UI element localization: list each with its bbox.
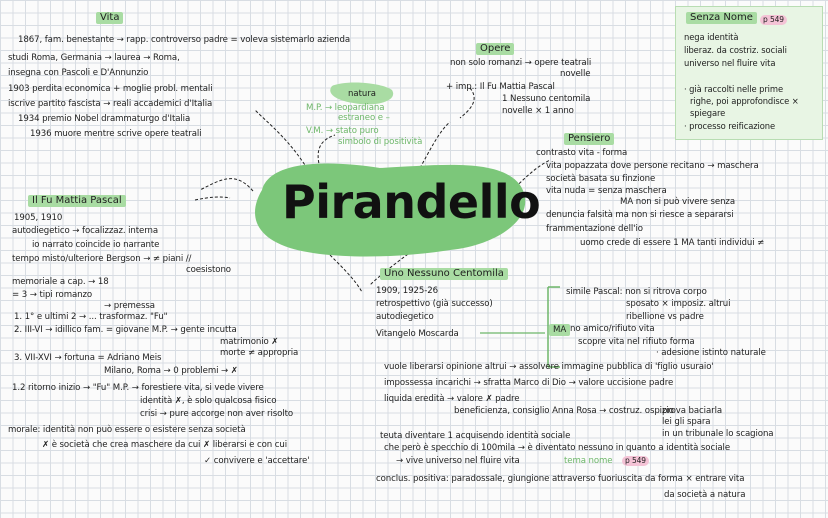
fu-mattia-line: identità ✗, è solo qualcosa fisico [140, 396, 277, 406]
uno-nessuno-line: → vive universo nel fluire vita [396, 456, 520, 466]
fu-mattia-line: ✗ è società che crea maschere da cui ✗ liberarsi e con cui [42, 440, 287, 450]
center-title: Pirandello [282, 175, 541, 229]
page-ref-badge: p 549 [622, 456, 649, 466]
opere-line: novelle [560, 69, 591, 79]
uno-nessuno-line: scopre vita nel rifiuto forma [578, 337, 695, 347]
fu-mattia-line: io narrato coincide io narrante [32, 240, 160, 250]
uno-nessuno-line: sposato × imposiz. altrui [626, 299, 731, 309]
uno-nessuno-line: ribellione vs padre [626, 312, 704, 322]
uno-nessuno-line: autodiegetico [376, 312, 434, 322]
fu-mattia-line: tempo misto/ulteriore Bergson → ≠ piani // [12, 254, 192, 264]
pensiero-line: vita nuda = senza maschera [546, 186, 667, 196]
uno-nessuno-line: in un tribunale lo scagiona [662, 429, 774, 439]
fu-mattia-line: = 3 → tipi romanzo [12, 290, 93, 300]
uno-nessuno-line: Vitangelo Moscarda [376, 329, 459, 339]
opere-line: + imp.: Il Fu Mattia Pascal [446, 82, 555, 92]
vita-line: 1936 muore mentre scrive opere teatrali [30, 129, 202, 139]
fu-mattia-line: 1.2 ritorno inizio → "Fu" M.P. → forestiere vita, si vede vivere [12, 383, 264, 393]
pensiero-line: denuncia falsità ma non si riesce a separarsi [546, 210, 734, 220]
opere-line: novelle × 1 anno [502, 106, 574, 116]
senza-nome-line: nega identità [684, 32, 739, 42]
senza-nome-line: universo nel fluire vita [684, 58, 776, 68]
uno-nessuno-line: simile Pascal: non si ritrova corpo [566, 287, 707, 297]
vita-line: insegna con Pascoli e D'Annunzio [8, 68, 149, 78]
vita-line: iscrive partito fascista → reali accademici d'Italia [8, 99, 213, 109]
uno-nessuno-line: retrospettivo (già successo) [376, 299, 493, 309]
senza-nome-badge: p 549 [760, 15, 787, 25]
uno-nessuno-line: · adesione istinto naturale [656, 348, 766, 358]
opere-line: 1 Nessuno centomila [502, 94, 591, 104]
fu-mattia-line: memoriale a cap. → 18 [12, 277, 109, 287]
opere-heading: Opere [476, 43, 514, 55]
natura-line: V.M. → stato puro [306, 126, 379, 136]
uno-nessuno-line: 1909, 1925-26 [376, 286, 438, 296]
fu-mattia-line: matrimonio ✗ [220, 337, 279, 347]
senza-nome-line: · già raccolti nelle prime [684, 84, 783, 94]
fu-mattia-line: morte ≠ appropria [220, 348, 299, 358]
senza-nome-line: spiegare [690, 108, 726, 118]
pensiero-line: MA non si può vivere senza [620, 197, 735, 207]
fu-mattia-line: autodiegetico → focalizzaz. interna [12, 226, 159, 236]
uno-nessuno-heading: Uno Nessuno Centomila [380, 268, 508, 280]
pensiero-line: contrasto vita - forma [536, 148, 628, 158]
fu-mattia-line: 1905, 1910 [14, 213, 63, 223]
uno-nessuno-line: beneficienza, consiglio Anna Rosa → costruz. ospizio [454, 406, 674, 416]
uno-nessuno-line: tema nome [564, 456, 613, 466]
fu-mattia-line: crisi → pure accorge non aver risolto [140, 409, 294, 419]
ma-tag: MA [549, 324, 570, 336]
vita-line: 1867, fam. benestante → rapp. controverso padre = voleva sistemarlo azienda [18, 35, 351, 45]
uno-nessuno-line: da società a natura [664, 490, 746, 500]
pensiero-heading: Pensiero [564, 133, 614, 145]
pensiero-line: uomo crede di essere 1 MA tanti individui ≠ [580, 238, 765, 248]
fu-mattia-line: coesistono [186, 265, 231, 275]
uno-nessuno-line: teuta diventare 1 acquisendo identità sociale [380, 431, 571, 441]
uno-nessuno-line: prova baciarla [662, 406, 723, 416]
fu-mattia-line: morale: identità non può essere o esistere senza società [8, 425, 246, 435]
pensiero-line: frammentazione dell'io [546, 224, 643, 234]
vita-heading: Vita [96, 12, 123, 24]
uno-nessuno-line: impossessa incarichi → sfratta Marco di Dio → valore uccisione padre [384, 378, 674, 388]
uno-nessuno-line: che però è specchio di 100mila → è diventato nessuno in quanto a identità sociale [384, 443, 731, 453]
vita-line: 1934 premio Nobel drammaturgo d'Italia [18, 114, 191, 124]
senza-nome-box [675, 6, 823, 140]
senza-nome-line: liberaz. da costriz. sociali [684, 45, 787, 55]
natura-line: estraneo e – [338, 113, 390, 123]
fu-mattia-line: ✓ convivere e 'accettare' [204, 456, 310, 466]
opere-line: non solo romanzi → opere teatrali [450, 58, 592, 68]
fu-mattia-line: 1. 1° e ultimi 2 → ... trasformaz. "Fu" [14, 312, 168, 322]
natura-line: M.P. → leopardiana [306, 103, 385, 113]
fu-mattia-heading: Il Fu Mattia Pascal [28, 195, 126, 207]
senza-nome-heading: Senza Nome [686, 12, 757, 24]
uno-nessuno-line: liquida eredità → valore ✗ padre [384, 394, 520, 404]
fu-mattia-line: 3. VII-XVI → fortuna = Adriano Meis [14, 353, 162, 363]
fu-mattia-line: Milano, Roma → 0 problemi → ✗ [104, 366, 238, 376]
senza-nome-line: righe, poi approfondisce × [690, 96, 799, 106]
pensiero-line: vita popazzata dove persone recitano → maschera [546, 161, 759, 171]
fu-mattia-line: 2. III-VI → idillico fam. = giovane M.P. → gente incutta [14, 325, 237, 335]
vita-line: studi Roma, Germania → laurea → Roma, [8, 53, 180, 63]
senza-nome-line: · processo reificazione [684, 121, 776, 131]
uno-nessuno-line: conclus. positiva: paradossale, giungione attraverso fuoriuscita da forma × entrare vita [376, 474, 745, 484]
vita-line: 1903 perdita economica + moglie probl. mentali [8, 84, 213, 94]
uno-nessuno-line: lei gli spara [662, 417, 711, 427]
natura-line: simbolo di positività [338, 137, 423, 147]
uno-nessuno-line: vuole liberarsi opinione altrui → assolvere immagine pubblica di 'figlio usuraio' [384, 362, 714, 372]
fu-mattia-line: → premessa [104, 301, 155, 311]
natura-heading: natura [348, 89, 377, 99]
pensiero-line: società basata su finzione [546, 174, 656, 184]
uno-nessuno-line: no amico/rifiuto vita [570, 324, 655, 334]
